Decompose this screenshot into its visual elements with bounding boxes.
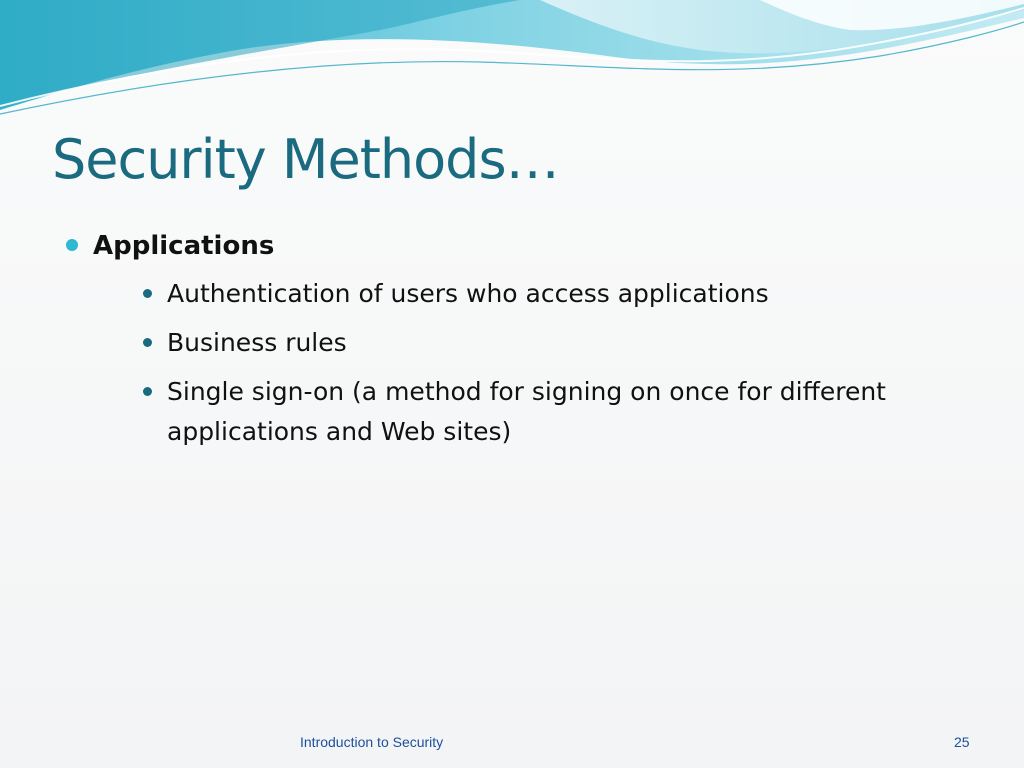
sub-bullet-single-sign-on [93, 372, 947, 452]
header-wave-decoration [0, 0, 1024, 130]
sub-bullet-dot-icon [143, 338, 152, 347]
slide-title: Security Methods… [52, 128, 559, 191]
sub-bullet-authentication [93, 274, 947, 314]
sub-bullet-business-rules [93, 323, 947, 363]
footer-title: Introduction to Security [300, 734, 444, 750]
sub-bullet-dot-icon [143, 289, 152, 298]
sub-bullet-label: Authentication of users who access applications [167, 279, 769, 308]
sub-bullet-label: Business rules [167, 328, 347, 357]
bullet-label: Applications [93, 231, 275, 261]
sub-bullet-dot-icon [143, 387, 152, 396]
page-number: 25 [954, 734, 970, 750]
bullet-dot-icon [66, 239, 78, 251]
bullet-applications [60, 226, 960, 452]
sub-bullet-list [93, 274, 960, 452]
sub-bullet-label: Single sign-on (a method for signing on once for different applications and Web sites) [167, 377, 886, 446]
bullet-list [60, 226, 960, 461]
